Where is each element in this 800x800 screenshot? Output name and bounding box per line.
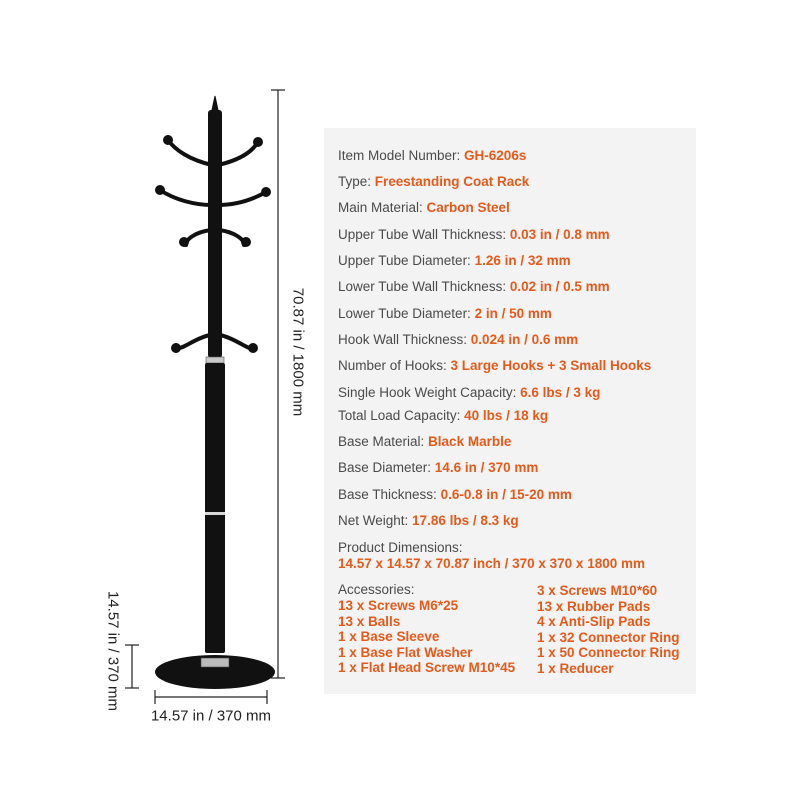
spec-row-net-weight: Net Weight: 17.86 lbs / 8.3 kg	[338, 513, 519, 528]
accessory-item: 1 x Flat Head Screw M10*45	[338, 660, 516, 675]
spec-row-number-of-hooks: Number of Hooks: 3 Large Hooks + 3 Small Hooks	[338, 358, 652, 373]
spec-row-total-load: Total Load Capacity: 40 lbs / 18 kg	[338, 408, 549, 423]
accessories-label: Accessories:	[338, 582, 415, 597]
accessories-list-right	[537, 583, 680, 676]
spec-row-type: Type: Freestanding Coat Rack	[338, 174, 530, 189]
bottom-hook-left	[177, 335, 210, 348]
accessory-item: 1 x Base Flat Washer	[338, 644, 473, 660]
accessory-item: 3 x Screws M10*60	[537, 583, 658, 598]
accessory-item: 13 x Balls	[338, 613, 401, 629]
spec-row-base-diameter: Base Diameter: 14.6 in / 370 mm	[338, 460, 539, 475]
coat-rack	[155, 96, 275, 689]
spec-row-upper-tube-diameter: Upper Tube Diameter: 1.26 in / 32 mm	[338, 253, 571, 268]
middle-hook-right	[218, 192, 266, 205]
accessory-item: 1 x Reducer	[537, 660, 614, 676]
base-width-measurement: 14.57 in / 370 mm	[150, 707, 272, 725]
spec-row-base-thickness: Base Thickness: 0.6-0.8 in / 15-20 mm	[338, 487, 572, 502]
spec-row-upper-tube-wall: Upper Tube Wall Thickness: 0.03 in / 0.8 mm	[338, 227, 610, 242]
spec-row-lower-tube-wall: Lower Tube Wall Thickness: 0.02 in / 0.5 mm	[338, 279, 610, 294]
spec-row-model-number: Item Model Number: GH-6206s	[338, 148, 527, 163]
spec-row-main-material: Main Material: Carbon Steel	[338, 200, 510, 215]
dimensions-value: 14.57 x 14.57 x 70.87 inch / 370 x 370 x 1800 mm	[338, 556, 645, 571]
accessory-item: 1 x 50 Connector Ring	[537, 645, 680, 660]
accessory-item: 1 x Base Sleeve	[338, 629, 440, 644]
accessory-item: 13 x Rubber Pads	[537, 598, 651, 614]
middle-hook-left	[160, 190, 212, 205]
spec-row-lower-tube-diameter: Lower Tube Diameter: 2 in / 50 mm	[338, 306, 552, 321]
upper-hook-right	[218, 142, 258, 165]
spec-row-hook-wall: Hook Wall Thickness: 0.024 in / 0.6 mm	[338, 332, 579, 347]
spec-row-base-material: Base Material: Black Marble	[338, 434, 512, 449]
accessory-item: 4 x Anti-Slip Pads	[537, 614, 651, 629]
lower-hook-right	[219, 230, 244, 245]
base-height-measurement: 14.57 in / 370 mm	[104, 590, 122, 712]
lower-hook-left	[186, 230, 211, 245]
spec-row-hook-capacity: Single Hook Weight Capacity: 6.6 lbs / 3 kg	[338, 385, 601, 400]
bottom-hook-right	[220, 335, 252, 348]
upper-hook-left	[168, 140, 212, 165]
height-measurement: 70.87 in / 1800 mm	[289, 287, 307, 417]
accessories-list-left	[338, 598, 515, 676]
dimensions-label: Product Dimensions:	[338, 540, 463, 555]
accessory-item: 13 x Screws M6*25	[338, 598, 459, 613]
accessory-item: 1 x 32 Connector Ring	[537, 629, 680, 645]
